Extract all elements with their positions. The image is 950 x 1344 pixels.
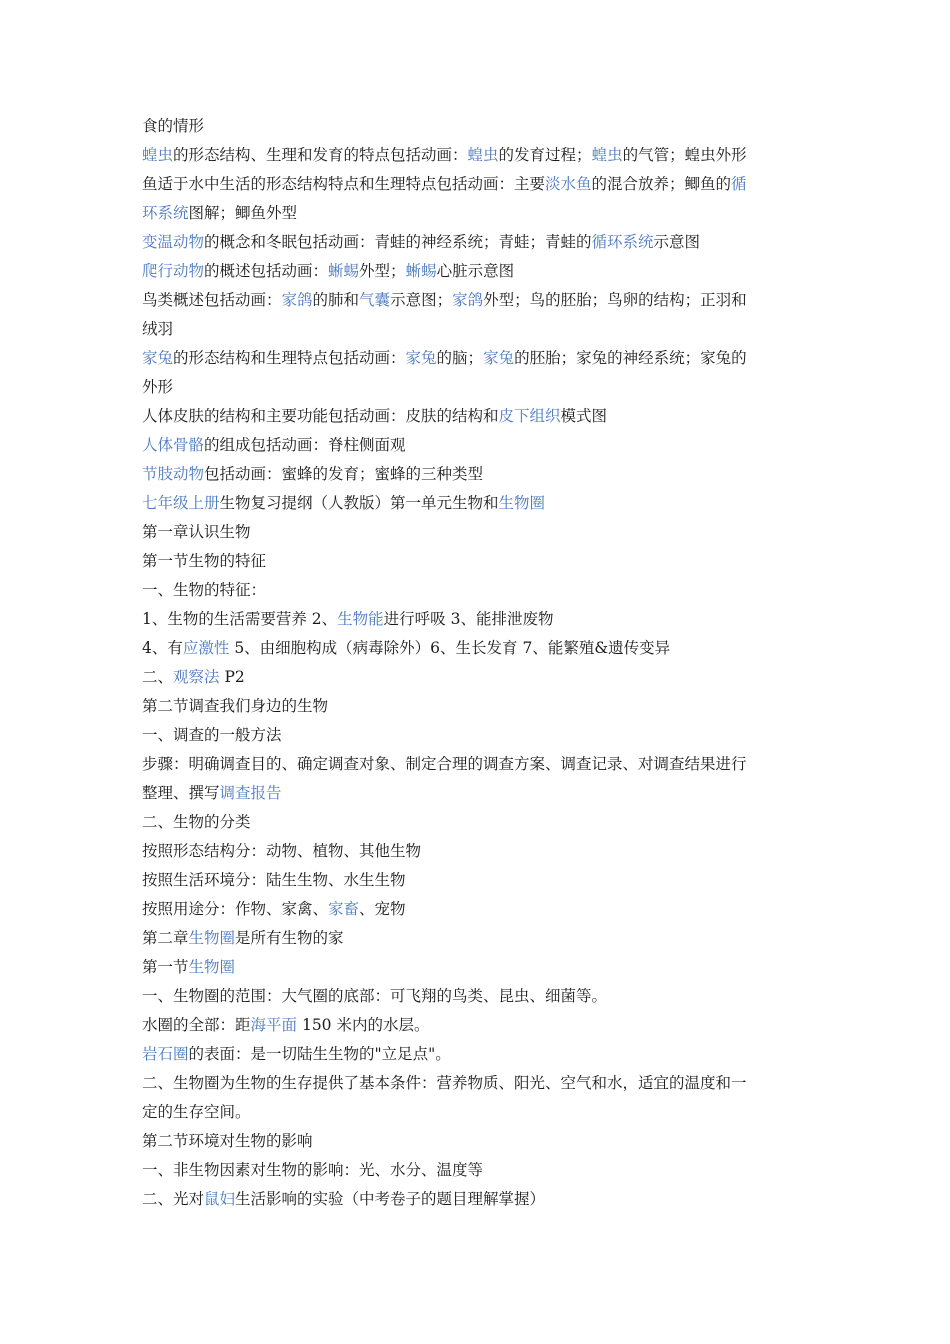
keyword-link[interactable]: 生物圈 — [498, 494, 546, 512]
text-segment: 二、生物的分类 — [142, 813, 251, 831]
text-segment: 步骤：明确调查目的、确定调查对象、制定合理的调查方案、调查记录、对调查结果进行 — [142, 755, 747, 773]
text-line — [142, 1098, 812, 1127]
text-segment: 的概念和冬眠包括动画：青蛙的神经系统；青蛙；青蛙的 — [204, 233, 592, 251]
text-line — [142, 605, 812, 634]
text-segment: 水圈的全部：距 — [142, 1016, 251, 1034]
text-line — [142, 779, 812, 808]
keyword-link[interactable]: 节肢动物 — [142, 465, 205, 483]
text-line — [142, 895, 812, 924]
text-line — [142, 692, 812, 721]
keyword-link[interactable]: 观察法 — [173, 668, 220, 686]
text-segment: 外形 — [142, 378, 174, 396]
document-page — [142, 112, 812, 1214]
keyword-link[interactable]: 蝗虫 — [467, 146, 499, 164]
text-segment: 整理、撰写 — [142, 784, 220, 802]
keyword-link[interactable]: 蜥蜴 — [405, 262, 437, 280]
text-segment: 绒羽 — [142, 320, 174, 338]
text-line — [142, 1156, 812, 1185]
keyword-link[interactable]: 循 — [731, 175, 747, 193]
keyword-link[interactable]: 家鸽 — [452, 291, 484, 309]
text-segment: 定的生存空间。 — [142, 1103, 251, 1121]
text-segment: 二、生物圈为生物的生存提供了基本条件：营养物质、阳光、空气和水，适宜的温度和一 — [142, 1074, 747, 1092]
text-line — [142, 982, 812, 1011]
text-line — [142, 1069, 812, 1098]
text-segment: 1、生物的生活需要营养 2、 — [142, 610, 338, 628]
text-line — [142, 808, 812, 837]
text-line — [142, 924, 812, 953]
keyword-link[interactable]: 气囊 — [359, 291, 391, 309]
text-line — [142, 663, 812, 692]
text-segment: 的胚胎；家兔的神经系统；家兔的 — [514, 349, 747, 367]
text-segment: 按照生活环境分：陆生生物、水生生物 — [142, 871, 406, 889]
keyword-link[interactable]: 七年级上册 — [142, 494, 220, 512]
keyword-link[interactable]: 调查报告 — [219, 784, 282, 802]
text-segment: 第二节调查我们身边的生物 — [142, 697, 329, 715]
text-segment: 人体皮肤的结构和主要功能包括动画：皮肤的结构和 — [142, 407, 499, 425]
text-segment: 第一节 — [142, 958, 189, 976]
text-segment: 一、非生物因素对生物的影响：光、水分、温度等 — [142, 1161, 484, 1179]
text-segment: 图解；鲫鱼外型 — [188, 204, 298, 222]
text-segment: 的混合放养；鲫鱼的 — [591, 175, 732, 193]
text-segment: P2 — [219, 668, 245, 686]
text-line — [142, 721, 812, 750]
keyword-link[interactable]: 岩石圈 — [142, 1045, 189, 1063]
text-segment: 食的情形 — [142, 117, 205, 135]
text-line — [142, 112, 812, 141]
text-line — [142, 489, 812, 518]
keyword-link[interactable]: 家兔 — [483, 349, 515, 367]
text-line — [142, 547, 812, 576]
keyword-link[interactable]: 家兔 — [405, 349, 437, 367]
text-line — [142, 634, 812, 663]
text-line — [142, 228, 812, 257]
text-segment: 第一章认识生物 — [142, 523, 251, 541]
keyword-link[interactable]: 家畜 — [328, 900, 360, 918]
keyword-link[interactable]: 家鸽 — [281, 291, 313, 309]
text-segment: 心脏示意图 — [436, 262, 515, 280]
text-segment: 的形态结构和生理特点包括动画： — [173, 349, 406, 367]
keyword-link[interactable]: 生物圈 — [188, 929, 236, 947]
text-segment: 进行呼吸 3、能排泄废物 — [383, 610, 554, 628]
text-segment: 的发育过程； — [498, 146, 592, 164]
text-segment: 包括动画：蜜蜂的发育；蜜蜂的三种类型 — [204, 465, 484, 483]
text-segment: 一、生物圈的范围：大气圈的底部：可飞翔的鸟类、昆虫、细菌等。 — [142, 987, 608, 1005]
text-line — [142, 460, 812, 489]
text-line — [142, 1011, 812, 1040]
text-segment: 是所有生物的家 — [235, 929, 344, 947]
text-line — [142, 750, 812, 779]
text-line — [142, 431, 812, 460]
text-segment: 的形态结构、生理和发育的特点包括动画： — [173, 146, 468, 164]
keyword-link[interactable]: 环系统 — [142, 204, 189, 222]
text-segment: 5、由细胞构成（病毒除外）6、生长发育 7、能繁殖&遗传变异 — [229, 639, 671, 657]
text-line — [142, 141, 812, 170]
keyword-link[interactable]: 蝗虫 — [591, 146, 623, 164]
text-line — [142, 1185, 812, 1214]
text-segment: 的组成包括动画：脊柱侧面观 — [204, 436, 406, 454]
text-segment: 150 米内的水层。 — [297, 1016, 430, 1034]
text-line — [142, 837, 812, 866]
text-segment: 一、调查的一般方法 — [142, 726, 282, 744]
text-segment: 生物复习提纲（人教版）第一单元生物和 — [219, 494, 499, 512]
text-segment: 示意图 — [653, 233, 701, 251]
keyword-link[interactable]: 海平面 — [250, 1016, 298, 1034]
text-segment: 示意图； — [390, 291, 453, 309]
text-segment: 4、有 — [142, 639, 183, 657]
text-segment: 的气管；蝗虫外形 — [622, 146, 747, 164]
keyword-link[interactable]: 循环系统 — [591, 233, 654, 251]
text-segment: 的肺和 — [312, 291, 360, 309]
text-segment: 鸟类概述包括动画： — [142, 291, 282, 309]
text-segment: 、宠物 — [359, 900, 406, 918]
text-line — [142, 402, 812, 431]
keyword-link[interactable]: 鼠妇 — [204, 1190, 236, 1208]
keyword-link[interactable]: 生物能 — [337, 610, 384, 628]
text-segment: 二、光对 — [142, 1190, 205, 1208]
text-line — [142, 257, 812, 286]
text-line — [142, 315, 812, 344]
keyword-link[interactable]: 爬行动物 — [142, 262, 205, 280]
text-line — [142, 576, 812, 605]
text-line — [142, 1127, 812, 1156]
text-segment: 的概述包括动画： — [204, 262, 329, 280]
keyword-link[interactable]: 变温动物 — [142, 233, 205, 251]
text-line — [142, 866, 812, 895]
text-segment: 外型；鸟的胚胎；鸟卵的结构；正羽和 — [483, 291, 747, 309]
keyword-link[interactable]: 蝗虫 — [142, 146, 174, 164]
text-line — [142, 373, 812, 402]
text-line — [142, 1040, 812, 1069]
text-segment: 第一节生物的特征 — [142, 552, 267, 570]
text-line — [142, 170, 812, 199]
text-segment: 按照用途分：作物、家禽、 — [142, 900, 329, 918]
keyword-link[interactable]: 淡水鱼 — [545, 175, 592, 193]
text-line — [142, 344, 812, 373]
keyword-link[interactable]: 生物圈 — [188, 958, 236, 976]
keyword-link[interactable]: 家兔 — [142, 349, 174, 367]
text-line — [142, 518, 812, 547]
text-segment: 第二章 — [142, 929, 189, 947]
keyword-link[interactable]: 应激性 — [182, 639, 230, 657]
text-segment: 二、 — [142, 668, 174, 686]
keyword-link[interactable]: 蜥蜴 — [328, 262, 360, 280]
text-segment: 的表面：是一切陆生生物的"立足点"。 — [188, 1045, 451, 1063]
text-segment: 生活影响的实验（中考卷子的题目理解掌握） — [235, 1190, 546, 1208]
text-segment: 的脑； — [436, 349, 484, 367]
keyword-link[interactable]: 皮下组织 — [498, 407, 561, 425]
text-line — [142, 953, 812, 982]
text-segment: 模式图 — [560, 407, 608, 425]
text-segment: 鱼适于水中生活的形态结构特点和生理特点包括动画：主要 — [142, 175, 546, 193]
text-segment: 一、生物的特征： — [142, 581, 267, 599]
keyword-link[interactable]: 人体骨骼 — [142, 436, 205, 454]
text-line — [142, 199, 812, 228]
text-segment: 按照形态结构分：动物、植物、其他生物 — [142, 842, 422, 860]
text-line — [142, 286, 812, 315]
text-segment: 外型； — [359, 262, 406, 280]
text-segment: 第二节环境对生物的影响 — [142, 1132, 313, 1150]
